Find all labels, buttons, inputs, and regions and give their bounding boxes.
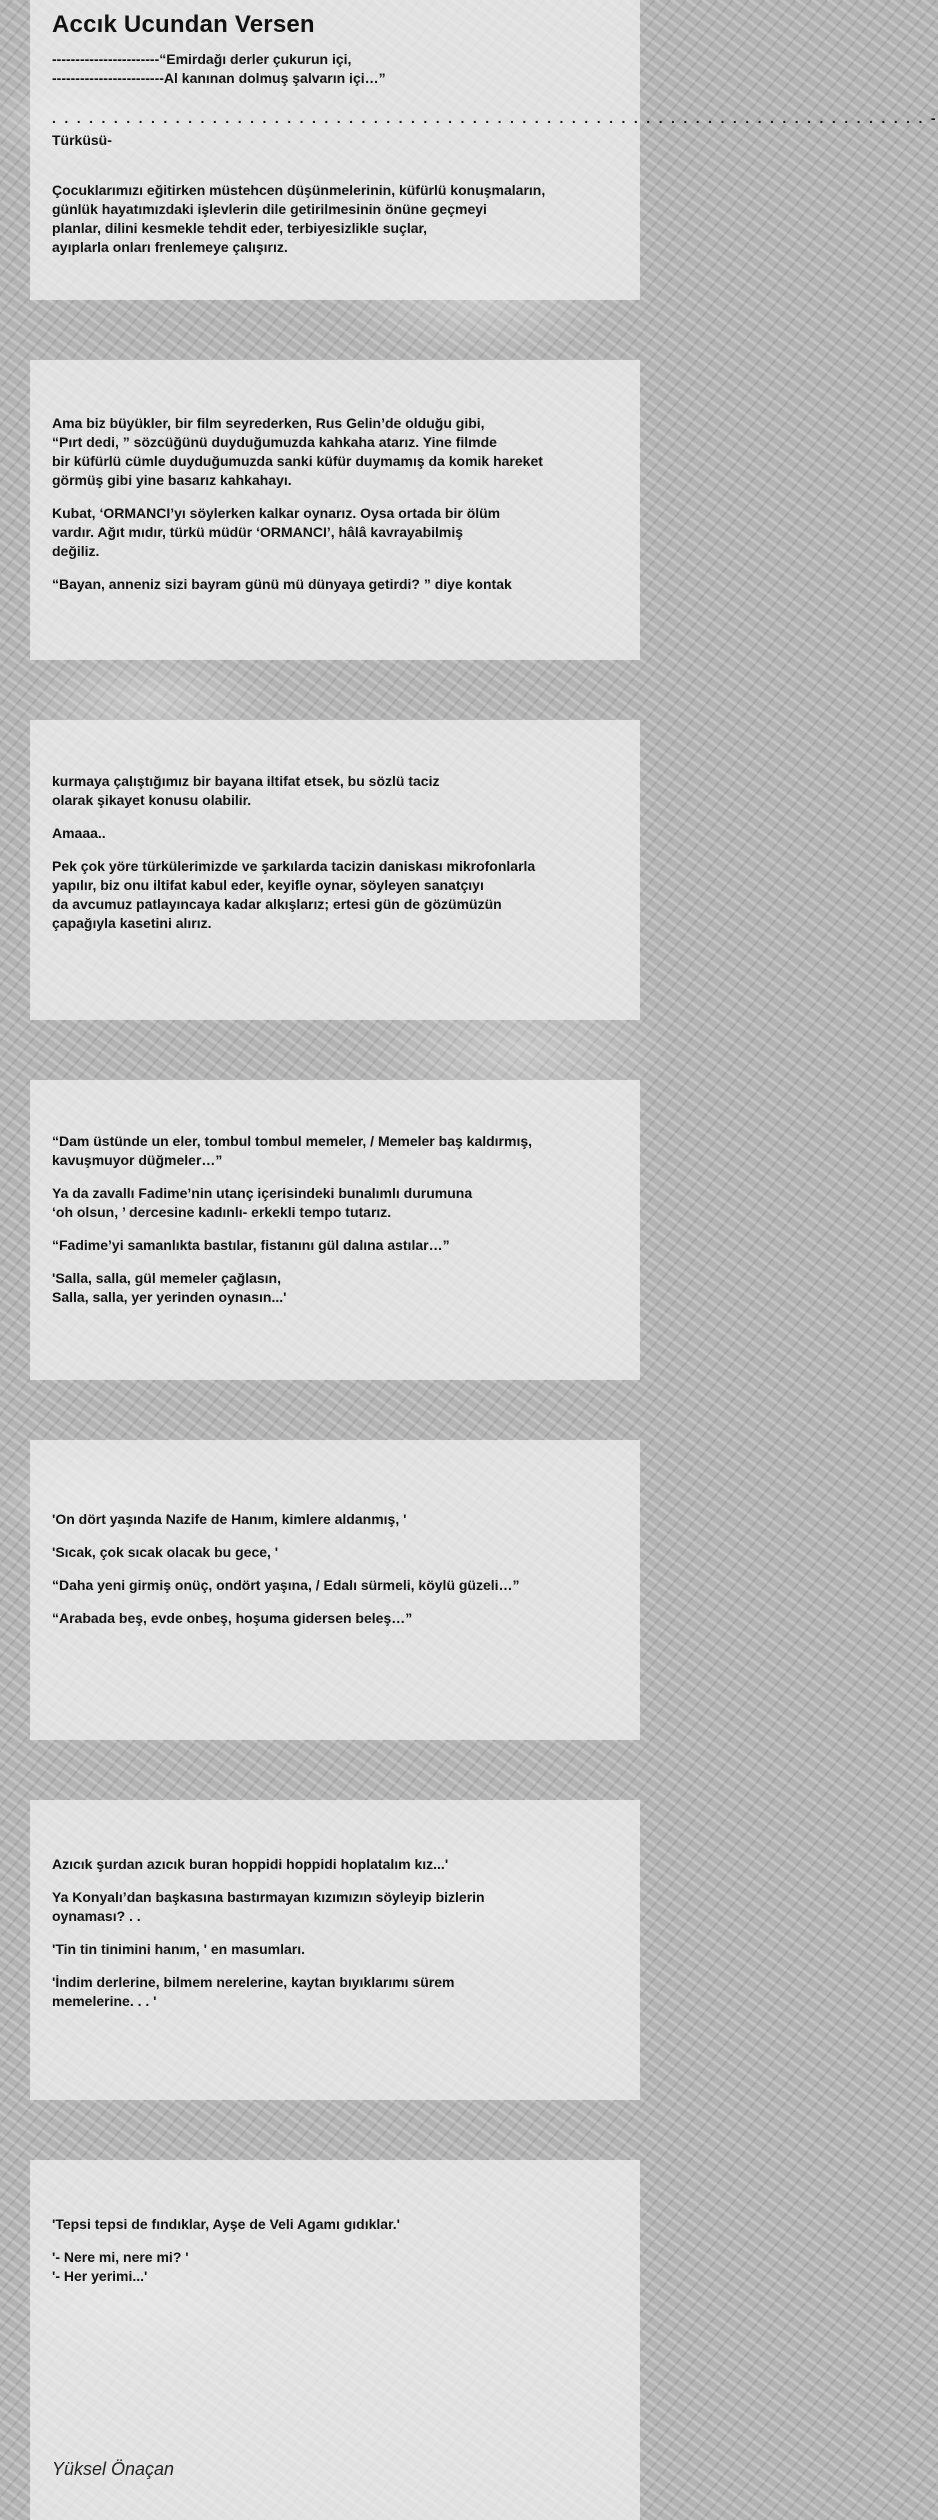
stanza: 'İndim derlerine, bilmem nerelerine, kaytan bıyıklarımı sürem memelerine. . . '	[52, 1974, 455, 2009]
poem-epigraph	[52, 50, 634, 88]
section-2	[52, 414, 634, 594]
poem-author: Yüksel Önaçan	[52, 2459, 175, 2479]
stanza: Kubat, ‘ORMANCI’yı söylerken kalkar oynarız. Oysa ortada bir ölüm vardır. Ağıt mıdır, türkü müdür ‘ORMANCI’, hâlâ kavrayabilmiş değiliz.	[52, 505, 501, 559]
turkusu-label: Türküsü-	[52, 132, 112, 148]
stanza: Ya da zavallı Fadime’nin utanç içerisindeki bunalımlı durumuna ‘oh olsun, ’ dercesine kadınlı- erkekli tempo tutarız.	[52, 1185, 473, 1220]
section-5	[52, 1510, 634, 1628]
turkusu-label-block	[52, 131, 634, 150]
stanza: “Dam üstünde un eler, tombul tombul memeler, / Memeler baş kaldırmış, kavuşmuyor düğmeler…”	[52, 1133, 533, 1168]
stanza: “Fadime’yi samanlıkta bastılar, fistanını gül dalına astılar…”	[52, 1237, 450, 1253]
stanza: kurmaya çalıştığımız bir bayana iltifat etsek, bu sözlü taciz olarak şikayet konusu olabilir.	[52, 773, 440, 808]
epigraph-line-2: ------------------------Al kanınan dolmuş şalvarın içi…”	[52, 70, 386, 86]
dotted-divider: . . . . . . . . . . . . . . . . . . . . . . . . . . . . . . . . . . . . . . . . . . . . . . . . . . . . . . . . . . . . . . . . . . . . . . . -	[52, 110, 938, 126]
section-1	[52, 181, 634, 257]
stanza: “Bayan, anneniz sizi bayram günü mü dünyaya getirdi? ” diye kontak	[52, 576, 512, 592]
stanza: Ya Konyalı’dan başkasına bastırmayan kızımızın söyleyip bizlerin oynaması? . .	[52, 1889, 485, 1924]
stanza: 'Sıcak, çok sıcak olacak bu gece, '	[52, 1544, 279, 1560]
section-3	[52, 772, 634, 933]
stanza: Pek çok yöre türkülerimizde ve şarkılarda tacizin daniskası mikrofonlarla yapılır, biz onu iltifat kabul eder, keyifle oynar, söyleyen sanatçıyı da avcumuz patlayıncaya kadar alkışlarız; ertesi gün de gözümüzün çapağıyla kasetini alırız.	[52, 858, 536, 931]
section-6	[52, 1855, 634, 2011]
stanza: 'On dört yaşında Nazife de Hanım, kimlere aldanmış, '	[52, 1511, 407, 1527]
epigraph-line-1: -----------------------“Emirdağı derler çukurun içi,	[52, 51, 352, 67]
stanza: '- Nere mi, nere mi? ' '- Her yerimi...'	[52, 2249, 189, 2284]
stanza: “Arabada beş, evde onbeş, hoşuma gidersen beleş…”	[52, 1610, 413, 1626]
stanza: 'Tepsi tepsi de fındıklar, Ayşe de Veli Agamı gıdıklar.'	[52, 2216, 400, 2232]
stanza: 'Tin tin tinimini hanım, ' en masumları.	[52, 1941, 305, 1957]
section-4	[52, 1132, 634, 1307]
stanza: Ama biz büyükler, bir film seyrederken, Rus Gelin’de olduğu gibi, “Pırt dedi, ” sözcüğünü duyduğumuzda kahkaha atarız. Yine filmde bir küfürlü cümle duyduğumuzda sanki küfür duymamış da komik hareket görmüş gibi yine basarız kahkahayı.	[52, 415, 543, 488]
stanza: Azıcık şurdan azıcık buran hoppidi hoppidi hoplatalım kız...'	[52, 1856, 449, 1872]
stanza: 'Salla, salla, gül memeler çağlasın, Salla, salla, yer yerinden oynasın...'	[52, 1270, 287, 1305]
poem-title: Accık Ucundan Versen	[52, 11, 315, 38]
stanza: “Daha yeni girmiş onüç, ondört yaşına, / Edalı sürmeli, köylü güzeli…”	[52, 1577, 520, 1593]
stanza: Çocuklarımızı eğitirken müstehcen düşünmelerinin, küfürlü konuşmaların, günlük hayatımızdaki işlevlerin dile getirilmesinin önüne geçmeyi planlar, dilini kesmekle tehdit eder, terbiyesizlikle suçlar, ayıplarla onları frenlemeye çalışırız.	[52, 182, 546, 255]
section-7	[52, 2215, 634, 2286]
stanza: Amaaa..	[52, 825, 106, 841]
